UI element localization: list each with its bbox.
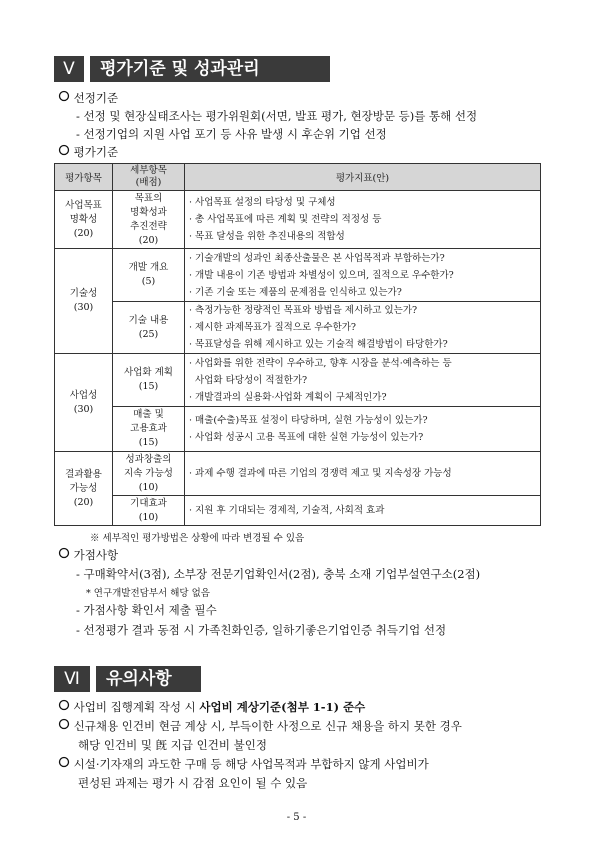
bonus-item-2: * 연구개발전담부서 해당 없음 xyxy=(86,588,210,599)
evaluation-note: ※ 세부적인 평가방법은 상황에 따라 변경될 수 있음 xyxy=(90,533,305,544)
indicator-cell: · 사업목표 설정의 타당성 및 구체성 · 총 사업목표에 따른 계획 및 전략의 적정성 등 · 목표 달성을 위한 추진내용의 적합성 xyxy=(185,191,541,249)
section-6-title: 유의사항 xyxy=(96,666,201,692)
indicator-cell: · 측정가능한 정량적인 목표와 방법을 제시하고 있는가? · 제시한 과제목표가 질적으로 우수한가? · 목표달성을 위해 제시하고 있는 기술적 해결방법이 타당한가? xyxy=(185,302,541,354)
header-subitem: 세부항목 (배점) xyxy=(113,164,185,191)
section-5-number: Ⅴ xyxy=(54,56,84,82)
section-6-number: Ⅵ xyxy=(54,666,90,692)
selection-item-2: - 선정기업의 지원 사업 포기 등 사유 발생 시 후순위 기업 선정 xyxy=(76,127,387,141)
bonus-item-1: - 구매확약서(3점), 소부장 전문기업확인서(2점), 충북 소재 기업부설연구소(2점) xyxy=(76,567,481,581)
header-category: 평가항목 xyxy=(55,164,113,191)
table-row xyxy=(55,354,541,407)
section-5-title: 평가기준 및 성과관리 xyxy=(90,56,330,82)
table-row xyxy=(55,191,541,249)
subitem-cell: 기대효과 (10) xyxy=(113,496,185,526)
caution-item-2: 신규채용 인건비 현금 계상 시, 부득이한 사정으로 신규 채용을 하지 못한 경우 xyxy=(58,718,462,734)
section-6-header xyxy=(54,666,201,692)
subitem-cell: 개발 개요 (5) xyxy=(113,249,185,302)
circle-bullet-icon xyxy=(58,699,70,711)
caution-item-2-cont: 해당 인건비 및 旣 지급 인건비 불인정 xyxy=(78,738,267,752)
indicator-cell: · 기술개발의 성과인 최종산출물은 본 사업목적과 부합하는가? · 개발 내용이 기존 방법과 차별성이 있으며, 질적으로 우수한가? · 기존 기술 또는 제품의 문제점을 인식하고 있는가? xyxy=(185,249,541,302)
subitem-cell: 매출 및 고용효과 (15) xyxy=(113,407,185,452)
subitem-cell: 목표의 명확성과 추진전략 (20) xyxy=(113,191,185,249)
caution-item-3-cont: 편성된 과제는 평가 시 감점 요인이 될 수 있음 xyxy=(78,776,308,790)
table-row xyxy=(55,452,541,496)
evaluation-table xyxy=(54,163,541,526)
selection-criteria-heading: 선정기준 xyxy=(58,90,118,106)
bonus-item-3: - 가점사항 확인서 제출 필수 xyxy=(76,603,217,617)
indicator-cell: · 사업화를 위한 전략이 우수하고, 향후 시장을 분석·예측하는 등 사업화 타당성이 적절한가? · 개발결과의 실용화·사업화 계획이 구체적인가? xyxy=(185,354,541,407)
circle-bullet-icon xyxy=(58,144,70,156)
bonus-heading: 가점사항 xyxy=(58,547,118,563)
bonus-item-4: - 선정평가 결과 동점 시 가족친화인증, 일하기좋은기업인증 취득기업 선정 xyxy=(76,623,447,637)
table-row xyxy=(55,249,541,302)
category-cell: 기술성 (30) xyxy=(55,249,113,354)
circle-bullet-icon xyxy=(58,547,70,559)
circle-bullet-icon xyxy=(58,756,70,768)
table-header-row xyxy=(55,164,541,191)
category-cell: 사업목표 명확성 (20) xyxy=(55,191,113,249)
selection-item-1: - 선정 및 현장실태조사는 평가위원회(서면, 발표 평가, 현장방문 등)를 통해 선정 xyxy=(76,109,478,123)
circle-bullet-icon xyxy=(58,90,70,102)
indicator-cell: · 매출(수출)목표 설정이 타당하며, 실현 가능성이 있는가? · 사업화 성공시 고용 목표에 대한 실현 가능성이 있는가? xyxy=(185,407,541,452)
circle-bullet-icon xyxy=(58,718,70,730)
caution-item-3: 시설·기자재의 과도한 구매 등 해당 사업목적과 부합하지 않게 사업비가 xyxy=(58,756,429,772)
table-row xyxy=(55,407,541,452)
header-indicator: 평가지표(안) xyxy=(185,164,541,191)
indicator-cell: · 과제 수행 결과에 따른 기업의 경쟁력 제고 및 지속성장 가능성 xyxy=(185,452,541,496)
evaluation-criteria-heading: 평가기준 xyxy=(58,144,118,160)
page-number: - 5 - xyxy=(286,812,307,823)
category-cell: 결과활용 가능성 (20) xyxy=(55,452,113,526)
subitem-cell: 기술 내용 (25) xyxy=(113,302,185,354)
section-5-header xyxy=(54,56,330,82)
caution-item-1: 사업비 집행계획 작성 시 사업비 계상기준(첨부 1-1) 준수 xyxy=(58,699,365,715)
table-row xyxy=(55,302,541,354)
indicator-cell: · 지원 후 기대되는 경제적, 기술적, 사회적 효과 xyxy=(185,496,541,526)
subitem-cell: 성과창출의 지속 가능성 (10) xyxy=(113,452,185,496)
category-cell: 사업성 (30) xyxy=(55,354,113,452)
subitem-cell: 사업화 계획 (15) xyxy=(113,354,185,407)
table-row xyxy=(55,496,541,526)
